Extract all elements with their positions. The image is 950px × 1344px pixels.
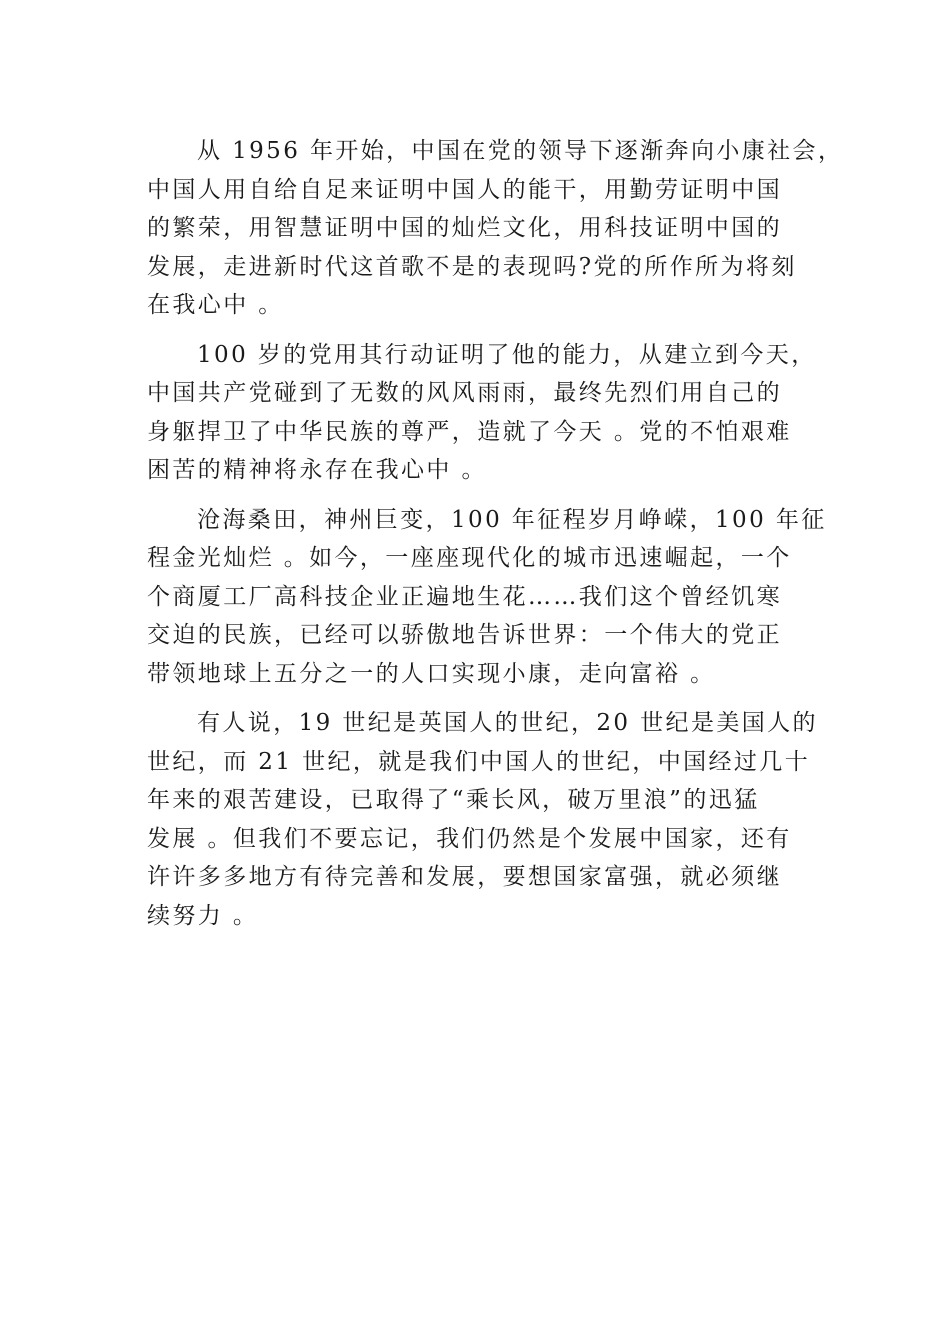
text-line: 程金光灿烂 。如今，一座座现代化的城市迅速崛起，一个: [147, 545, 792, 571]
paragraph-4: [147, 704, 818, 935]
text-line: 100 岁的党用其行动证明了他的能力，从建立到今天，: [197, 341, 817, 368]
text-line: 发展，走进新时代这首歌不是的表现吗?党的所作所为将刻: [147, 253, 797, 280]
text-line: 发展 。但我们不要忘记，我们仍然是个发展中国家，还有: [147, 825, 792, 852]
text-line: 带领地球上五分之一的人口实现小康，走向富裕 。: [147, 660, 716, 687]
paragraph-2: [147, 336, 817, 490]
text-line: 困苦的精神将永存在我心中 。: [147, 457, 487, 483]
text-line: 身躯捍卫了中华民族的尊严，造就了今天 。党的不怕艰难: [147, 418, 792, 445]
document-body: [147, 132, 844, 946]
text-line: 沧海桑田，神州巨变，100 年征程岁月峥嵘，100 年征: [197, 506, 827, 533]
text-line: 交迫的民族，已经可以骄傲地告诉世界：一个伟大的党正: [147, 622, 782, 648]
text-line: 许许多多地方有待完善和发展，要想国家富强，就必须继: [147, 864, 782, 890]
text-line: 世纪，而 21 世纪，就是我们中国人的世纪，中国经过几十: [147, 748, 811, 775]
text-line: 个商厦工厂高科技企业正遍地生花……我们这个曾经饥寒: [147, 583, 782, 610]
text-line: 年来的艰苦建设，已取得了“乘长风，破万里浪”的迅猛: [147, 787, 760, 813]
text-line: 在我心中 。: [147, 292, 284, 318]
text-line: 续努力 。: [147, 902, 259, 929]
text-line: 有人说，19 世纪是英国人的世纪，20 世纪是美国人的: [197, 710, 818, 736]
paragraph-3: [147, 501, 827, 694]
text-line: 中国共产党碰到了无数的风风雨雨，最终先烈们用自己的: [147, 380, 782, 406]
text-line: 中国人用自给自足来证明中国人的能干，用勤劳证明中国: [147, 176, 782, 203]
paragraph-1: [147, 132, 844, 325]
text-line: 的繁荣，用智慧证明中国的灿烂文化，用科技证明中国的: [147, 215, 782, 241]
text-line: 从 1956 年开始，中国在党的领导下逐渐奔向小康社会，: [197, 138, 844, 164]
